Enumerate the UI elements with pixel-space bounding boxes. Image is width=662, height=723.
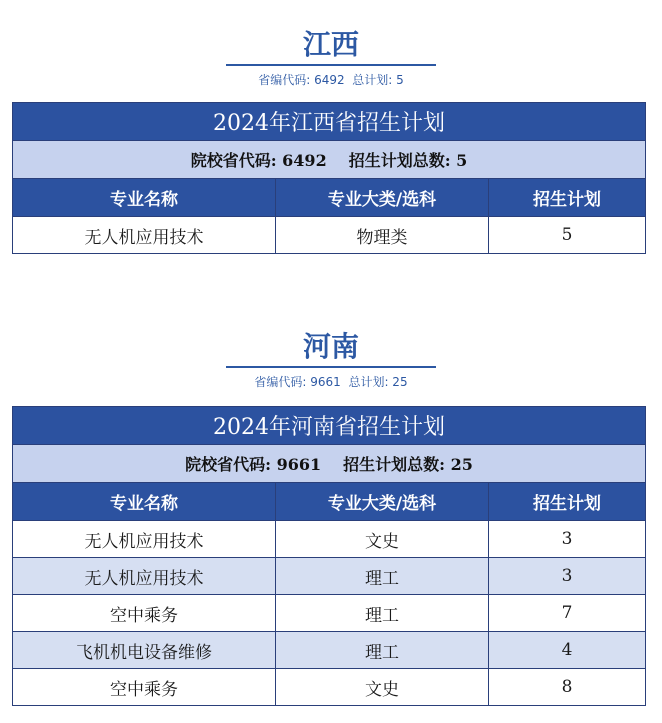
cell-major: 无人机应用技术	[13, 217, 276, 254]
cell-plan: 3	[489, 521, 646, 558]
summary-row	[13, 141, 646, 179]
heading-underline	[226, 366, 436, 368]
cell-major: 空中乘务	[13, 595, 276, 632]
summary-cell	[13, 445, 646, 483]
summary-school-code: 院校省代码: 6492	[190, 151, 327, 170]
cell-category: 理工	[276, 632, 489, 669]
table-title-row	[13, 103, 646, 141]
table-row	[13, 632, 646, 669]
table-title: 2024年江西省招生计划	[13, 103, 646, 141]
section-henan	[0, 330, 662, 390]
table-row	[13, 217, 646, 254]
cell-category: 理工	[276, 595, 489, 632]
cell-major: 无人机应用技术	[13, 558, 276, 595]
header-major: 专业名称	[13, 483, 276, 521]
header-row	[13, 483, 646, 521]
region-subline: 省编代码: 6492 总计划: 5	[258, 73, 404, 87]
table-row	[13, 521, 646, 558]
header-category: 专业大类/选科	[276, 179, 489, 217]
plan-table-jiangxi	[12, 102, 646, 254]
region-subline: 省编代码: 9661 总计划: 25	[254, 375, 408, 389]
cell-category: 理工	[276, 558, 489, 595]
table-title-row	[13, 407, 646, 445]
cell-category: 物理类	[276, 217, 489, 254]
table-row	[13, 595, 646, 632]
cell-plan: 8	[489, 669, 646, 706]
summary-row	[13, 445, 646, 483]
header-category: 专业大类/选科	[276, 483, 489, 521]
cell-plan: 7	[489, 595, 646, 632]
header-plan: 招生计划	[489, 179, 646, 217]
header-plan: 招生计划	[489, 483, 646, 521]
summary-plan-total: 招生计划总数: 5	[348, 151, 468, 170]
section-jiangxi	[0, 28, 662, 88]
table-row	[13, 669, 646, 706]
cell-major: 空中乘务	[13, 669, 276, 706]
header-row	[13, 179, 646, 217]
heading-underline	[226, 64, 436, 66]
header-major: 专业名称	[13, 179, 276, 217]
summary-school-code: 院校省代码: 9661	[185, 455, 322, 474]
cell-major: 无人机应用技术	[13, 521, 276, 558]
region-heading: 河南	[302, 330, 359, 363]
plan-table-henan	[12, 406, 646, 706]
cell-plan: 4	[489, 632, 646, 669]
summary-plan-total: 招生计划总数: 25	[343, 455, 473, 474]
cell-category: 文史	[276, 521, 489, 558]
table-title: 2024年河南省招生计划	[13, 407, 646, 445]
cell-major: 飞机机电设备维修	[13, 632, 276, 669]
cell-category: 文史	[276, 669, 489, 706]
summary-cell	[13, 141, 646, 179]
cell-plan: 3	[489, 558, 646, 595]
table-row	[13, 558, 646, 595]
cell-plan: 5	[489, 217, 646, 254]
region-heading: 江西	[302, 28, 359, 61]
